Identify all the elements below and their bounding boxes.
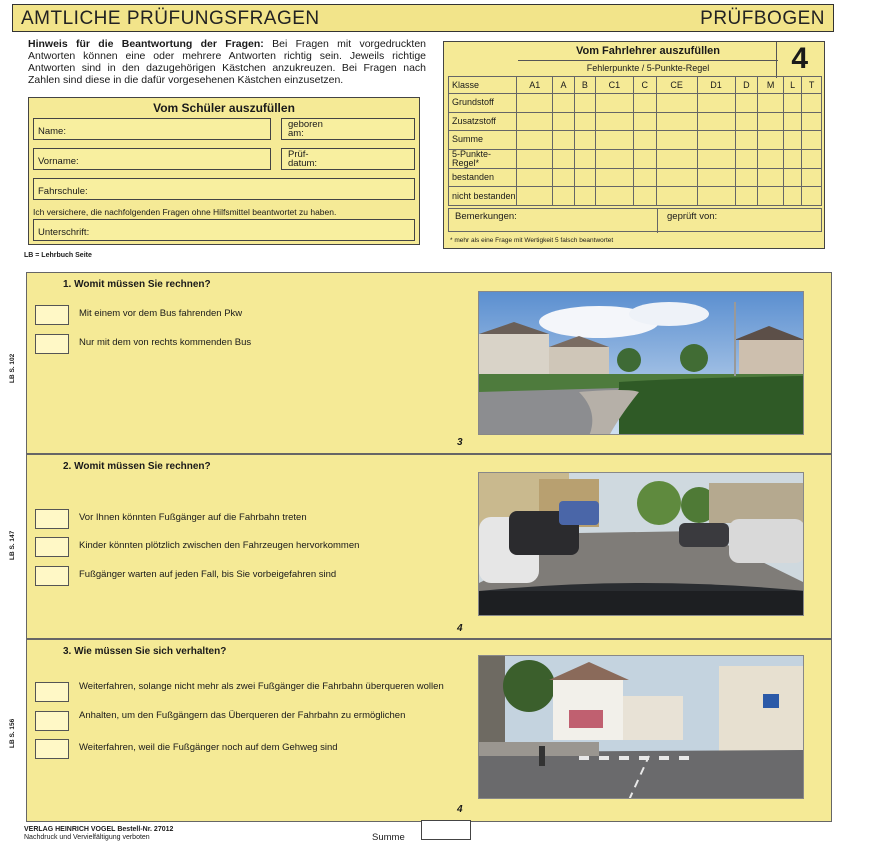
sheet-number: 4 bbox=[791, 42, 808, 75]
question-points: 4 bbox=[457, 804, 463, 815]
class-header: B bbox=[574, 77, 595, 94]
form-type-label: PRÜFBOGEN bbox=[700, 8, 825, 29]
grid-cell[interactable] bbox=[735, 187, 758, 206]
classes-label: Klasse bbox=[449, 77, 517, 94]
birthdate-field[interactable] bbox=[281, 118, 415, 140]
question-1 bbox=[9, 272, 832, 454]
street-corner-photo-icon bbox=[479, 292, 804, 435]
header-bar bbox=[12, 4, 834, 32]
answer-text: Kinder könnten plötzlich zwischen den Fahrzeugen hervorkommen bbox=[79, 540, 360, 551]
grid-cell[interactable] bbox=[517, 112, 553, 131]
grid-cell[interactable] bbox=[735, 94, 758, 113]
scoring-grid bbox=[448, 76, 822, 206]
question-title: 2. Womit müssen Sie rechnen? bbox=[63, 461, 211, 472]
answer-text: Anhalten, um den Fußgängern das Überqueren der Fahrbahn zu ermöglichen bbox=[79, 710, 406, 721]
grid-cell[interactable] bbox=[517, 187, 553, 206]
grid-cell[interactable] bbox=[735, 112, 758, 131]
class-header: D1 bbox=[697, 77, 735, 94]
grid-row bbox=[449, 94, 822, 113]
firstname-field[interactable] bbox=[33, 148, 271, 170]
grid-cell[interactable] bbox=[802, 187, 822, 206]
grid-cell[interactable] bbox=[697, 131, 735, 150]
grid-cell[interactable] bbox=[633, 149, 656, 168]
driving-school-field[interactable] bbox=[33, 178, 415, 200]
grid-cell[interactable] bbox=[758, 149, 784, 168]
grid-cell[interactable] bbox=[553, 187, 574, 206]
answer-checkbox[interactable] bbox=[35, 537, 69, 557]
grid-cell[interactable] bbox=[656, 149, 697, 168]
class-header: T bbox=[802, 77, 822, 94]
grid-cell[interactable] bbox=[697, 149, 735, 168]
grid-row bbox=[449, 149, 822, 168]
grid-cell[interactable] bbox=[517, 94, 553, 113]
copyright-note: Nachdruck und Vervielfältigung verboten bbox=[24, 834, 150, 841]
form-title: AMTLICHE PRÜFUNGSFRAGEN bbox=[21, 8, 320, 29]
remarks-row bbox=[448, 208, 822, 232]
instructions-heading: Hinweis für die Beantwortung der Fragen: bbox=[28, 38, 264, 50]
grid-cell[interactable] bbox=[784, 131, 802, 150]
grid-cell[interactable] bbox=[758, 131, 784, 150]
grid-cell[interactable] bbox=[784, 112, 802, 131]
answer-checkbox[interactable] bbox=[35, 566, 69, 586]
class-header: CE bbox=[656, 77, 697, 94]
grid-cell[interactable] bbox=[517, 131, 553, 150]
answer-option bbox=[35, 305, 455, 325]
remarks-divider bbox=[657, 209, 658, 233]
grid-row-label: Grundstoff bbox=[449, 94, 517, 113]
textbook-reference: LB S. 147 bbox=[9, 530, 16, 560]
grid-cell[interactable] bbox=[595, 131, 633, 150]
question-points: 4 bbox=[457, 623, 463, 634]
signature-field[interactable] bbox=[33, 219, 415, 241]
error-points-subtitle: Fehlerpunkte / 5-Punkte-Regel bbox=[518, 60, 778, 74]
grid-row-label: bestanden bbox=[449, 168, 517, 187]
textbook-reference: LB S. 102 bbox=[9, 353, 16, 383]
parked-cars-street-photo-icon bbox=[479, 473, 804, 616]
grid-row bbox=[449, 187, 822, 206]
grid-cell[interactable] bbox=[633, 112, 656, 131]
textbook-reference: LB S. 156 bbox=[9, 718, 16, 748]
grid-cell[interactable] bbox=[656, 94, 697, 113]
answer-option bbox=[35, 334, 455, 354]
grid-cell[interactable] bbox=[656, 187, 697, 206]
total-label: Summe bbox=[372, 832, 405, 842]
pedestrian-crossing-photo-icon bbox=[479, 656, 804, 799]
class-header: D bbox=[735, 77, 758, 94]
grid-cell[interactable] bbox=[574, 131, 595, 150]
order-number: Bestell-Nr. 27012 bbox=[117, 826, 174, 833]
answer-option bbox=[35, 509, 455, 529]
grid-cell[interactable] bbox=[784, 94, 802, 113]
question-2-photo bbox=[478, 472, 804, 616]
class-header: M bbox=[758, 77, 784, 94]
five-point-footnote: * mehr als eine Frage mit Wertigkeit 5 falsch beantwortet bbox=[450, 237, 614, 244]
class-header: C bbox=[633, 77, 656, 94]
grid-cell[interactable] bbox=[553, 131, 574, 150]
grid-cell[interactable] bbox=[595, 112, 633, 131]
answer-checkbox[interactable] bbox=[35, 305, 69, 325]
grid-cell[interactable] bbox=[656, 131, 697, 150]
student-section-title: Vom Schüler auszufüllen bbox=[153, 101, 295, 115]
question-points: 3 bbox=[457, 437, 463, 448]
remarks-label: Bemerkungen: bbox=[455, 211, 517, 222]
student-section bbox=[28, 97, 420, 245]
grid-cell[interactable] bbox=[656, 168, 697, 187]
grid-cell[interactable] bbox=[574, 149, 595, 168]
grid-cell[interactable] bbox=[595, 187, 633, 206]
grid-cell[interactable] bbox=[697, 94, 735, 113]
answer-option bbox=[35, 537, 455, 557]
grid-row-label: Zusatzstoff bbox=[449, 112, 517, 131]
publisher-footer bbox=[24, 826, 173, 842]
grid-cell[interactable] bbox=[784, 187, 802, 206]
instructions-text bbox=[28, 38, 426, 86]
instructions-body: Bei Fragen mit vorgedruckten Antworten können eine oder mehrere Antworten richtig sein. Jeweils richtige Antworten sind in den dazugehörigen Kästchen anzukreuzen. Bei Fragen nach Zahlen sind diese in die dafür vorgesehenen Kästchen einzusetzen. bbox=[28, 38, 426, 86]
grid-cell[interactable] bbox=[517, 168, 553, 187]
grid-cell[interactable] bbox=[802, 168, 822, 187]
answer-text: Weiterfahren, solange nicht mehr als zwei Fußgänger die Fahrbahn überqueren wollen bbox=[79, 681, 444, 692]
grid-cell[interactable] bbox=[595, 168, 633, 187]
answer-text: Nur mit dem von rechts kommenden Bus bbox=[79, 337, 252, 348]
total-field[interactable] bbox=[421, 820, 471, 840]
lb-note: LB = Lehrbuch Seite bbox=[24, 252, 92, 259]
grid-row-label: nicht bestanden bbox=[449, 187, 517, 206]
answer-text: Fußgänger warten auf jeden Fall, bis Sie vorbeigefahren sind bbox=[79, 569, 337, 580]
answer-option bbox=[35, 566, 455, 586]
grid-cell[interactable] bbox=[633, 168, 656, 187]
answer-text: Weiterfahren, weil die Fußgänger noch auf dem Gehweg sind bbox=[79, 742, 338, 753]
grid-cell[interactable] bbox=[574, 94, 595, 113]
exam-date-label: Prüf- datum: bbox=[288, 149, 318, 169]
grid-cell[interactable] bbox=[633, 187, 656, 206]
declaration-text: Ich versichere, die nachfolgenden Fragen ohne Hilfsmittel beantwortet zu haben. bbox=[33, 207, 337, 217]
answer-option bbox=[35, 711, 455, 731]
grid-row-label: Summe bbox=[449, 131, 517, 150]
grid-cell[interactable] bbox=[697, 168, 735, 187]
grid-row bbox=[449, 168, 822, 187]
driving-school-label: Fahrschule: bbox=[38, 186, 88, 197]
grid-cell[interactable] bbox=[802, 149, 822, 168]
grid-cell[interactable] bbox=[758, 94, 784, 113]
grid-cell[interactable] bbox=[574, 112, 595, 131]
class-header: L bbox=[784, 77, 802, 94]
grid-row bbox=[449, 112, 822, 131]
grid-header-row bbox=[449, 77, 822, 94]
firstname-label: Vorname: bbox=[38, 156, 79, 167]
grid-cell[interactable] bbox=[633, 131, 656, 150]
grid-cell[interactable] bbox=[758, 168, 784, 187]
question-3 bbox=[9, 639, 832, 822]
grid-row bbox=[449, 131, 822, 150]
answer-option bbox=[35, 682, 455, 702]
class-header: C1 bbox=[595, 77, 633, 94]
grid-cell[interactable] bbox=[574, 187, 595, 206]
grid-cell[interactable] bbox=[802, 112, 822, 131]
grid-cell[interactable] bbox=[758, 187, 784, 206]
checked-by-label: geprüft von: bbox=[667, 211, 718, 222]
instructor-section bbox=[443, 41, 825, 249]
answer-option bbox=[35, 739, 455, 759]
grid-cell[interactable] bbox=[758, 112, 784, 131]
instructor-section-title: Vom Fahrlehrer auszufüllen bbox=[575, 45, 721, 57]
question-2 bbox=[9, 454, 832, 639]
grid-cell[interactable] bbox=[553, 149, 574, 168]
question-1-photo bbox=[478, 291, 804, 435]
grid-cell[interactable] bbox=[784, 149, 802, 168]
grid-cell[interactable] bbox=[595, 149, 633, 168]
grid-cell[interactable] bbox=[553, 168, 574, 187]
answer-text: Vor Ihnen könnten Fußgänger auf die Fahrbahn treten bbox=[79, 512, 307, 523]
grid-cell[interactable] bbox=[633, 94, 656, 113]
question-title: 1. Womit müssen Sie rechnen? bbox=[63, 279, 211, 290]
signature-label: Unterschrift: bbox=[38, 227, 90, 238]
class-header: A1 bbox=[517, 77, 553, 94]
question-title: 3. Wie müssen Sie sich verhalten? bbox=[63, 646, 227, 657]
answer-checkbox[interactable] bbox=[35, 682, 69, 702]
grid-cell[interactable] bbox=[574, 168, 595, 187]
exam-date-field[interactable] bbox=[281, 148, 415, 170]
answer-checkbox[interactable] bbox=[35, 739, 69, 759]
grid-cell[interactable] bbox=[802, 131, 822, 150]
grid-cell[interactable] bbox=[656, 112, 697, 131]
grid-cell[interactable] bbox=[735, 149, 758, 168]
grid-cell[interactable] bbox=[553, 112, 574, 131]
question-3-photo bbox=[478, 655, 804, 799]
grid-cell[interactable] bbox=[697, 112, 735, 131]
answer-checkbox[interactable] bbox=[35, 334, 69, 354]
grid-row-label: 5-Punkte-Regel* bbox=[449, 149, 517, 168]
answer-checkbox[interactable] bbox=[35, 509, 69, 529]
answer-checkbox[interactable] bbox=[35, 711, 69, 731]
grid-cell[interactable] bbox=[595, 94, 633, 113]
grid-cell[interactable] bbox=[784, 168, 802, 187]
grid-cell[interactable] bbox=[517, 149, 553, 168]
grid-cell[interactable] bbox=[735, 131, 758, 150]
class-header: A bbox=[553, 77, 574, 94]
name-field[interactable] bbox=[33, 118, 271, 140]
grid-cell[interactable] bbox=[553, 94, 574, 113]
grid-cell[interactable] bbox=[802, 94, 822, 113]
publisher-name: VERLAG HEINRICH VOGEL bbox=[24, 826, 116, 833]
name-label: Name: bbox=[38, 126, 66, 137]
answer-text: Mit einem vor dem Bus fahrenden Pkw bbox=[79, 308, 243, 319]
grid-cell[interactable] bbox=[735, 168, 758, 187]
birthdate-label: geboren am: bbox=[288, 119, 323, 139]
grid-cell[interactable] bbox=[697, 187, 735, 206]
